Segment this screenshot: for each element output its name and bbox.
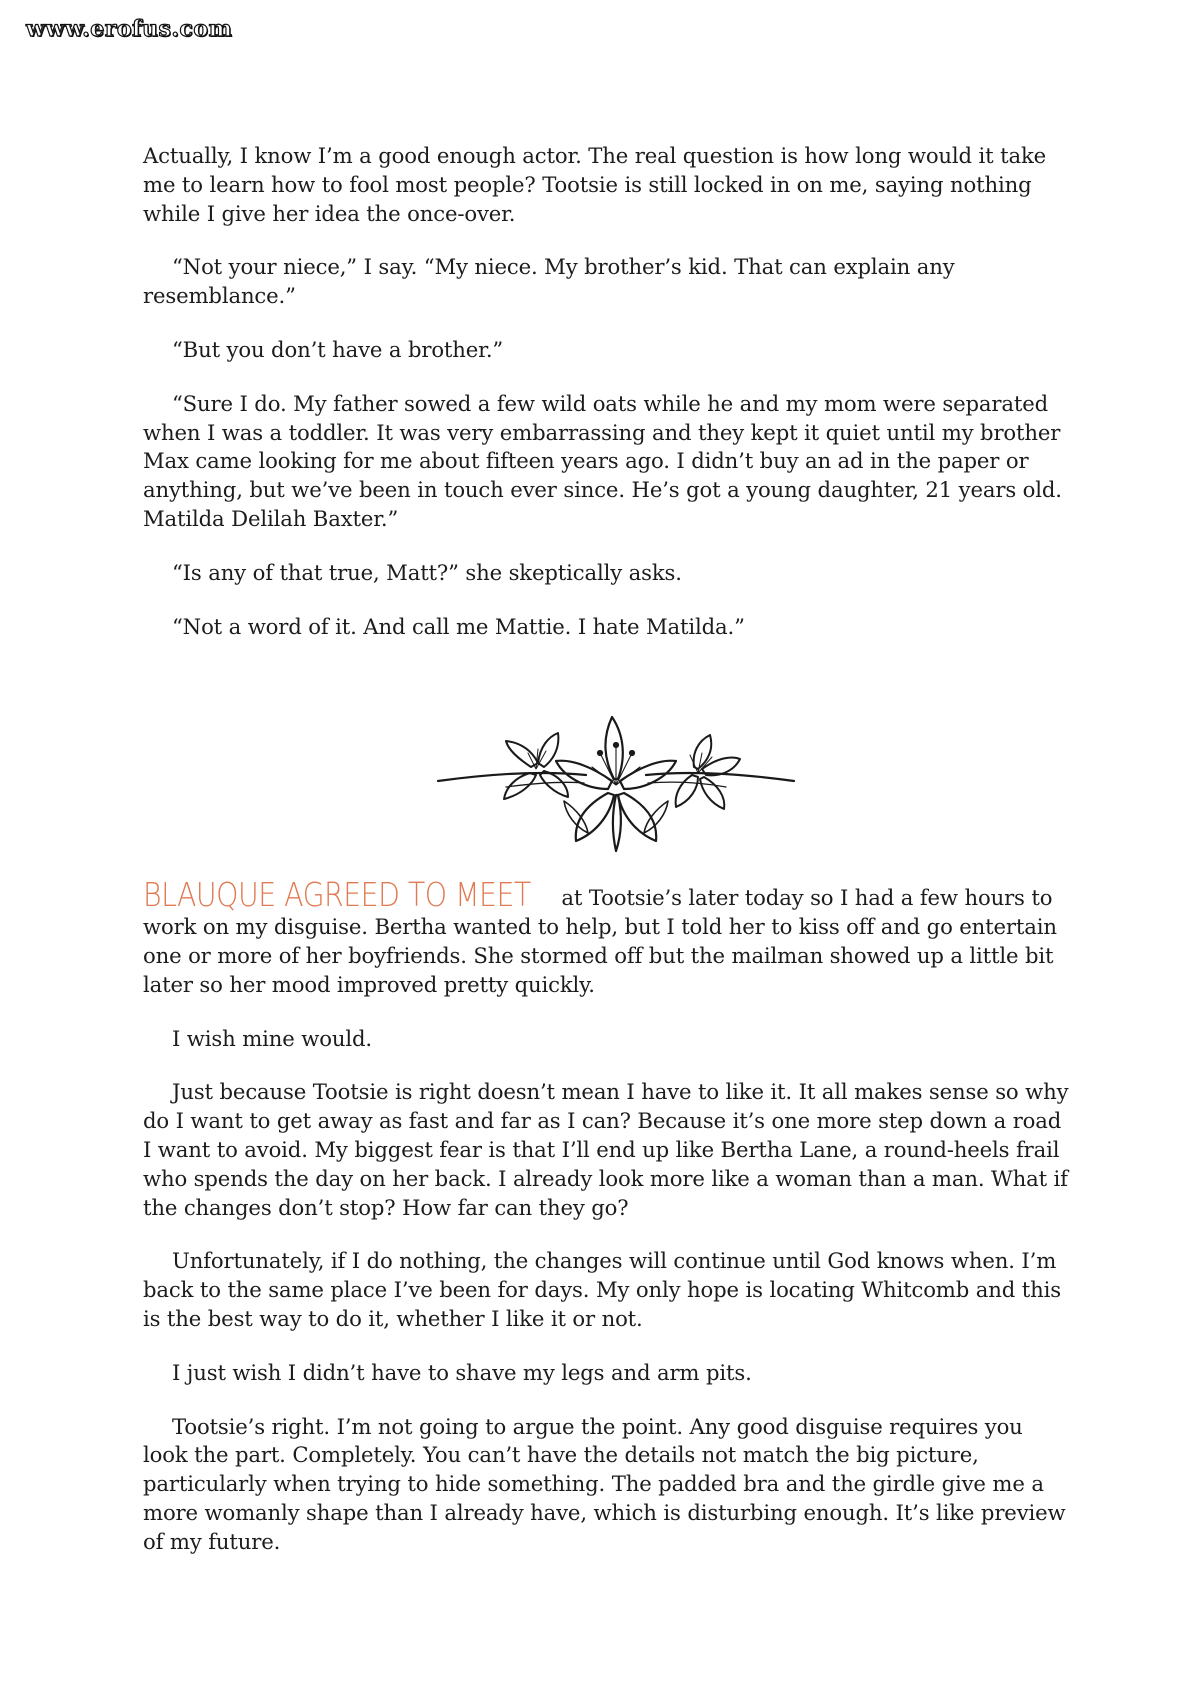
page-body [143,142,1071,1557]
paragraph: “Not your niece,” I say. “My niece. My brother’s kid. That can explain any resemblance.” [143,254,955,309]
paragraph: Just because Tootsie is right doesn’t mean I have to like it. It all makes sense so why do I want to get away as fast and far as I can? Because it’s one more step down a road I want to avoid. My biggest fear is that I’ll end up like Bertha Lane, a round-heels frail who spends the day on her back. I already look more like a woman than a man. What if the changes don’t stop? How far can they go? [143,1079,1069,1220]
section-one [143,142,1071,641]
paragraph: Tootsie’s right. I’m not going to argue the point. Any good disguise requires you look the part. Completely. You can’t have the details not match the big picture, particularly when trying to hide something. The padded bra and the girdle give me a more womanly shape than I already have, which is disturbing enough. It’s like preview of my future. [143,1413,1066,1554]
paragraph: I just wish I didn’t have to shave my legs and arm pits. [172,1359,752,1385]
paragraph-text: at Tootsie’s later today so I had a few hours to work on my disguise. Bertha wanted to help, but I told her to kiss off and go entertain one or more of her boyfriends. She stormed off but the mailman showed up a little bit later so her mood improved pretty quickly. [143,885,1057,997]
paragraph [143,875,1071,999]
paragraph: Unfortunately, if I do nothing, the changes will continue until God knows when. I’m back to the same place I’ve been for days. My only hope is locating Whitcomb and this is the best way to do it, whether I like it or not. [143,1248,1061,1331]
paragraph: “Is any of that true, Matt?” she skeptically asks. [172,559,682,585]
watermark: www.erofus.com [26,16,233,42]
section-two [143,875,1071,1556]
paragraph: “Not a word of it. And call me Mattie. I hate Matilda.” [172,613,745,639]
paragraph: I wish mine would. [172,1025,372,1051]
lily-flower-divider-icon [436,709,796,859]
paragraph: “But you don’t have a brother.” [172,336,504,362]
paragraph: Actually, I know I’m a good enough actor. The real question is how long would it take me to learn how to fool most people? Tootsie is still locked in on me, saying nothing while I give her idea the once-over. [143,143,1047,226]
lead-in-small-caps: BLAUQUE AGREED TO MEET [143,875,531,915]
paragraph: “Sure I do. My father sowed a few wild oats while he and my mom were separated when I was a toddler. It was very embarrassing and they kept it quiet until my brother Max came looking for me about fifteen years ago. I didn’t buy an ad in the paper or anything, but we’ve been in touch ever since. He’s got a young daughter, 21 years old. Matilda Delilah Baxter.” [143,390,1062,531]
